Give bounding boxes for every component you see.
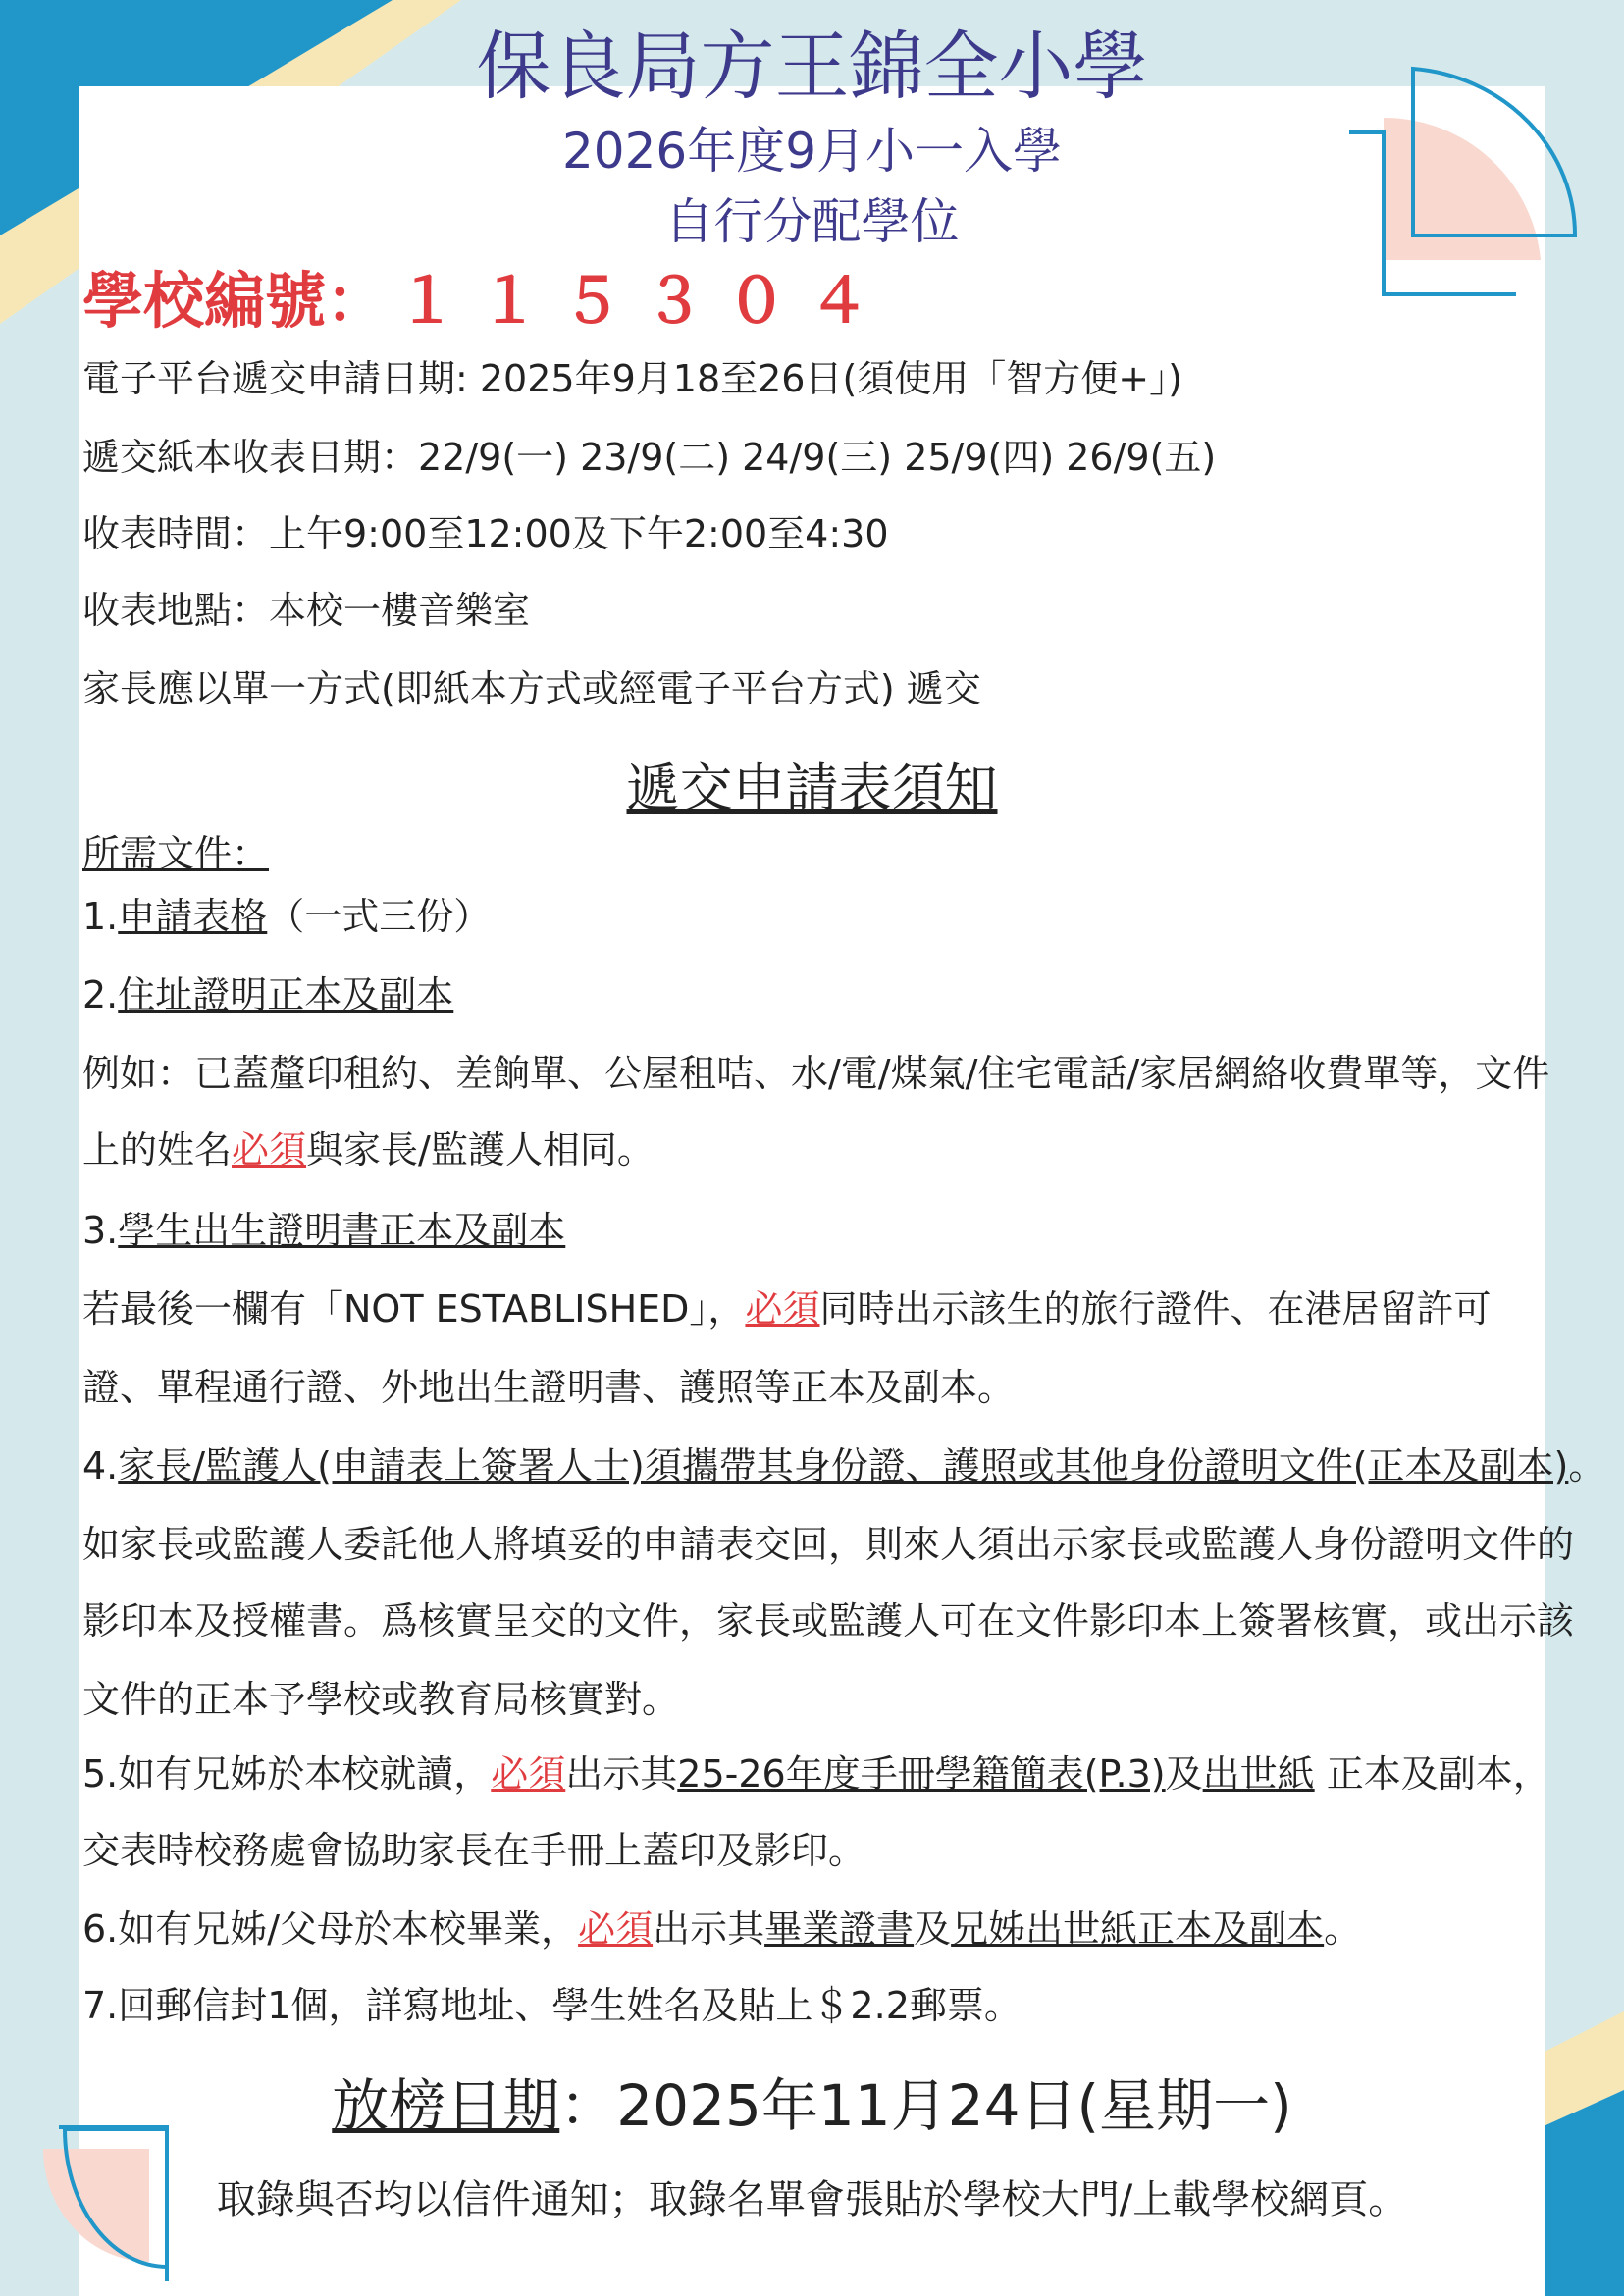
item-title: 申請表格 (118, 895, 268, 938)
item-title: 家長/監護人(申請表上簽署人士)須攜帶其身份證、護照或其他身份證明文件(正本及副本) (118, 1444, 1569, 1487)
underlined-text: 出世紙 (1202, 1752, 1315, 1796)
text-fragment: 若最後一欄有「NOT ESTABLISHED」， (82, 1287, 746, 1331)
school-number (82, 265, 891, 338)
paper-submission-dates: 遞交紙本收表日期：22/9(一) 23/9(二) 24/9(三) 25/9(四) 26/9(五) (82, 436, 1217, 479)
document-item-7: 7.回郵信封1個，詳寫地址、學生姓名及貼上＄2.2郵票。 (82, 1984, 1022, 2027)
result-date-value: 2025年11月24日(星期一) (616, 2072, 1292, 2139)
underlined-text: 畢業證書 (764, 1907, 915, 1951)
admission-notice: 取錄與否均以信件通知；取錄名單會張貼於學校大門/上載學校網頁。 (216, 2177, 1408, 2222)
item-3-description-line-2: 證、單程通行證、外地出生證明書、護照等正本及副本。 (82, 1366, 1016, 1409)
item-2-description-line-1: 例如：已蓋釐印租約、差餉單、公屋租咭、水/電/煤氣/住宅電話/家居網絡收費單等，文件 (82, 1052, 1550, 1095)
item-5-description: 交表時校務處會協助家長在手冊上蓋印及影印。 (82, 1829, 866, 1872)
item-number: 4. (82, 1444, 119, 1487)
document-item-6 (82, 1907, 1361, 1953)
item-4-description-line-1: 如家長或監護人委託他人將填妥的申請表交回，則來人須出示家長或監護人身份證明文件的 (82, 1523, 1575, 1566)
text-fragment: 5.如有兄姊於本校就讀， (82, 1752, 492, 1796)
text-fragment: 6.如有兄姊/父母於本校畢業， (82, 1907, 579, 1951)
online-submission-dates: 電子平台遞交申請日期: 2025年9月18至26日(須使用「智方便+」) (82, 357, 1182, 400)
item-number: 3. (82, 1209, 119, 1252)
document-item-2 (82, 973, 453, 1018)
must-emphasis: 必須 (232, 1128, 307, 1172)
text-fragment: ： (559, 2072, 617, 2139)
item-4-description-line-2: 影印本及授權書。爲核實呈交的文件，家長或監護人可在文件影印本上簽署核實，或出示該 (82, 1599, 1575, 1643)
text-fragment: 。 (1568, 1444, 1606, 1487)
school-number-value: １１５３０４ (396, 265, 892, 337)
item-suffix: （一式三份） (267, 895, 492, 938)
document-item-4 (82, 1444, 1605, 1489)
underlined-text: 25-26年度手冊學籍簡表(P.3) (677, 1752, 1166, 1796)
item-number: 1. (82, 895, 119, 938)
item-2-description-line-2 (82, 1128, 655, 1174)
item-4-description-line-3: 文件的正本予學校或教育局核實對。 (82, 1678, 680, 1721)
school-name: 保良局方王錦全小學 (476, 23, 1148, 110)
item-number: 2. (82, 973, 119, 1017)
text-fragment: 。 (1324, 1907, 1362, 1951)
text-fragment: 正本及副本， (1314, 1752, 1550, 1796)
school-number-label: 學校編號： (82, 265, 388, 337)
single-method-note: 家長應以單一方式(即紙本方式或經電子平台方式) 遞交 (82, 667, 981, 710)
item-title: 學生出生證明書正本及副本 (118, 1209, 566, 1252)
admission-year: 2026年度9月小一入學 (561, 123, 1063, 180)
item-title: 住址證明正本及副本 (118, 973, 454, 1017)
allocation-type: 自行分配學位 (664, 193, 960, 250)
text-fragment: 出示其 (653, 1907, 765, 1951)
text-fragment: 同時出示該生的旅行證件、在港居留許可 (819, 1287, 1492, 1331)
result-date (0, 2072, 1624, 2141)
must-emphasis: 必須 (745, 1287, 820, 1331)
item-3-description-line-1 (82, 1287, 1491, 1332)
must-emphasis: 必須 (491, 1752, 566, 1796)
must-emphasis: 必須 (578, 1907, 654, 1951)
document-item-3 (82, 1209, 565, 1254)
document-item-5 (82, 1752, 1550, 1798)
section-title: 遞交申請表須知 (626, 757, 998, 819)
text-fragment: 上的姓名 (82, 1128, 233, 1172)
collection-location: 收表地點：本校一樓音樂室 (82, 589, 531, 632)
text-fragment: 及 (1165, 1752, 1203, 1796)
text-fragment: 與家長/監護人相同。 (306, 1128, 655, 1172)
document-item-1 (82, 895, 491, 940)
collection-hours: 收表時間：上午9:00至12:00及下午2:00至4:30 (82, 512, 889, 555)
text-fragment: 及 (914, 1907, 952, 1951)
text-fragment: 出示其 (565, 1752, 678, 1796)
result-date-label: 放榜日期 (332, 2072, 560, 2139)
documents-heading: 所需文件： (82, 832, 270, 875)
underlined-text: 兄姊出世紙正本及副本 (951, 1907, 1325, 1951)
